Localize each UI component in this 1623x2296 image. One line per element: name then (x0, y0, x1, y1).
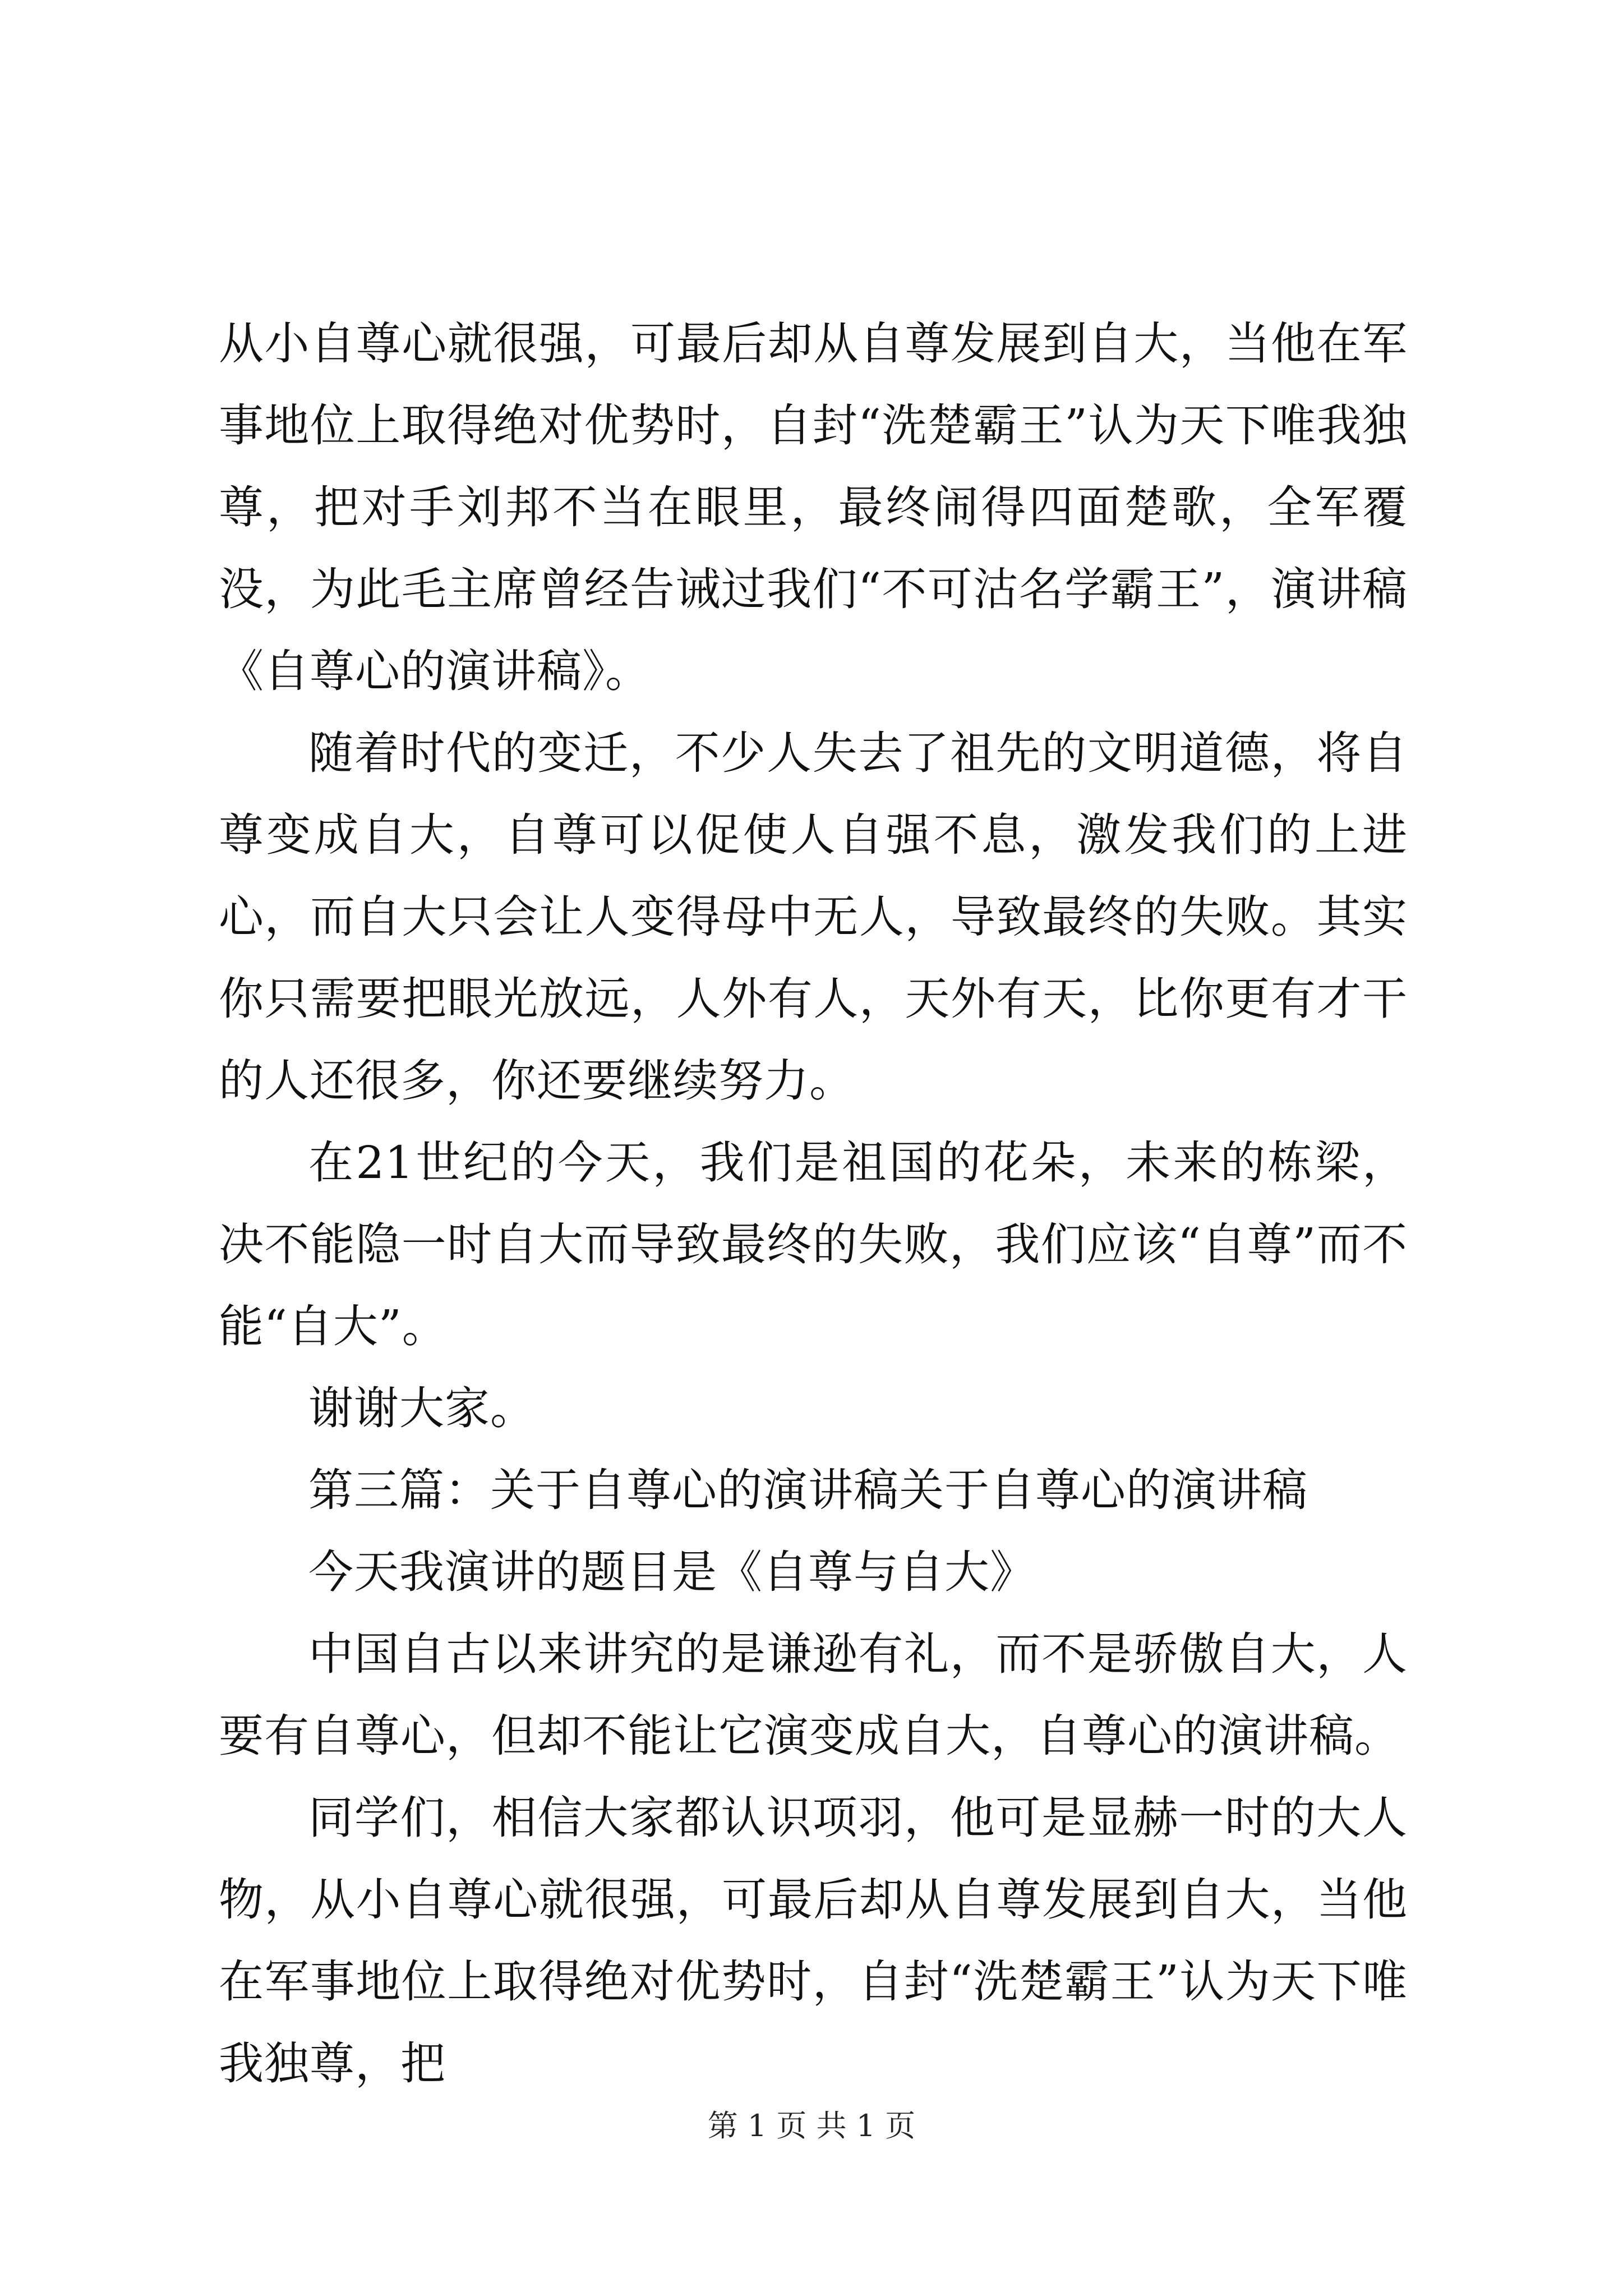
paragraph-3: 在21世纪的今天，我们是祖国的花朵，未来的栋梁，决不能隐一时自大而导致最终的失败，我们应该“自尊”而不能“自大”。 (219, 1137, 1408, 1352)
paragraph-4: 谢谢大家。 (308, 1382, 536, 1434)
section-heading: 第三篇：关于自尊心的演讲稿关于自尊心的演讲稿 (308, 1464, 1308, 1516)
paragraph-7: 中国自古以来讲究的是谦逊有礼，而不是骄傲自大，人要有自尊心，但却不能让它演变成自大，自尊心的演讲稿。 (219, 1628, 1408, 1762)
document-body (219, 303, 1408, 2105)
paragraph-2: 随着时代的变迁，不少人失去了祖先的文明道德，将自尊变成自大，自尊可以促使人自强不息，激发我们的上进心，而自大只会让人变得母中无人，导致最终的失败。其实你只需要把眼光放远，人外有人，天外有天，比你更有才干的人还很多，你还要继续努力。 (219, 727, 1408, 1107)
speech-title-line: 今天我演讲的题目是《自尊与自大》 (308, 1546, 1035, 1598)
paragraph-8: 同学们，相信大家都认识项羽，他可是显赫一时的大人物，从小自尊心就很强，可最后却从自尊发展到自大，当他在军事地位上取得绝对优势时，自封“洗楚霸王”认为天下唯我独尊，把 (219, 1792, 1408, 2090)
page-footer: 第 1 页 共 1 页 (707, 2108, 916, 2143)
paragraph-1: 从小自尊心就很强，可最后却从自尊发展到自大，当他在军事地位上取得绝对优势时，自封“洗楚霸王”认为天下唯我独尊，把对手刘邦不当在眼里，最终闹得四面楚歌，全军覆没，为此毛主席曾经告诫过我们“不可沽名学霸王”，演讲稿《自尊心的演讲稿》。 (219, 318, 1408, 697)
